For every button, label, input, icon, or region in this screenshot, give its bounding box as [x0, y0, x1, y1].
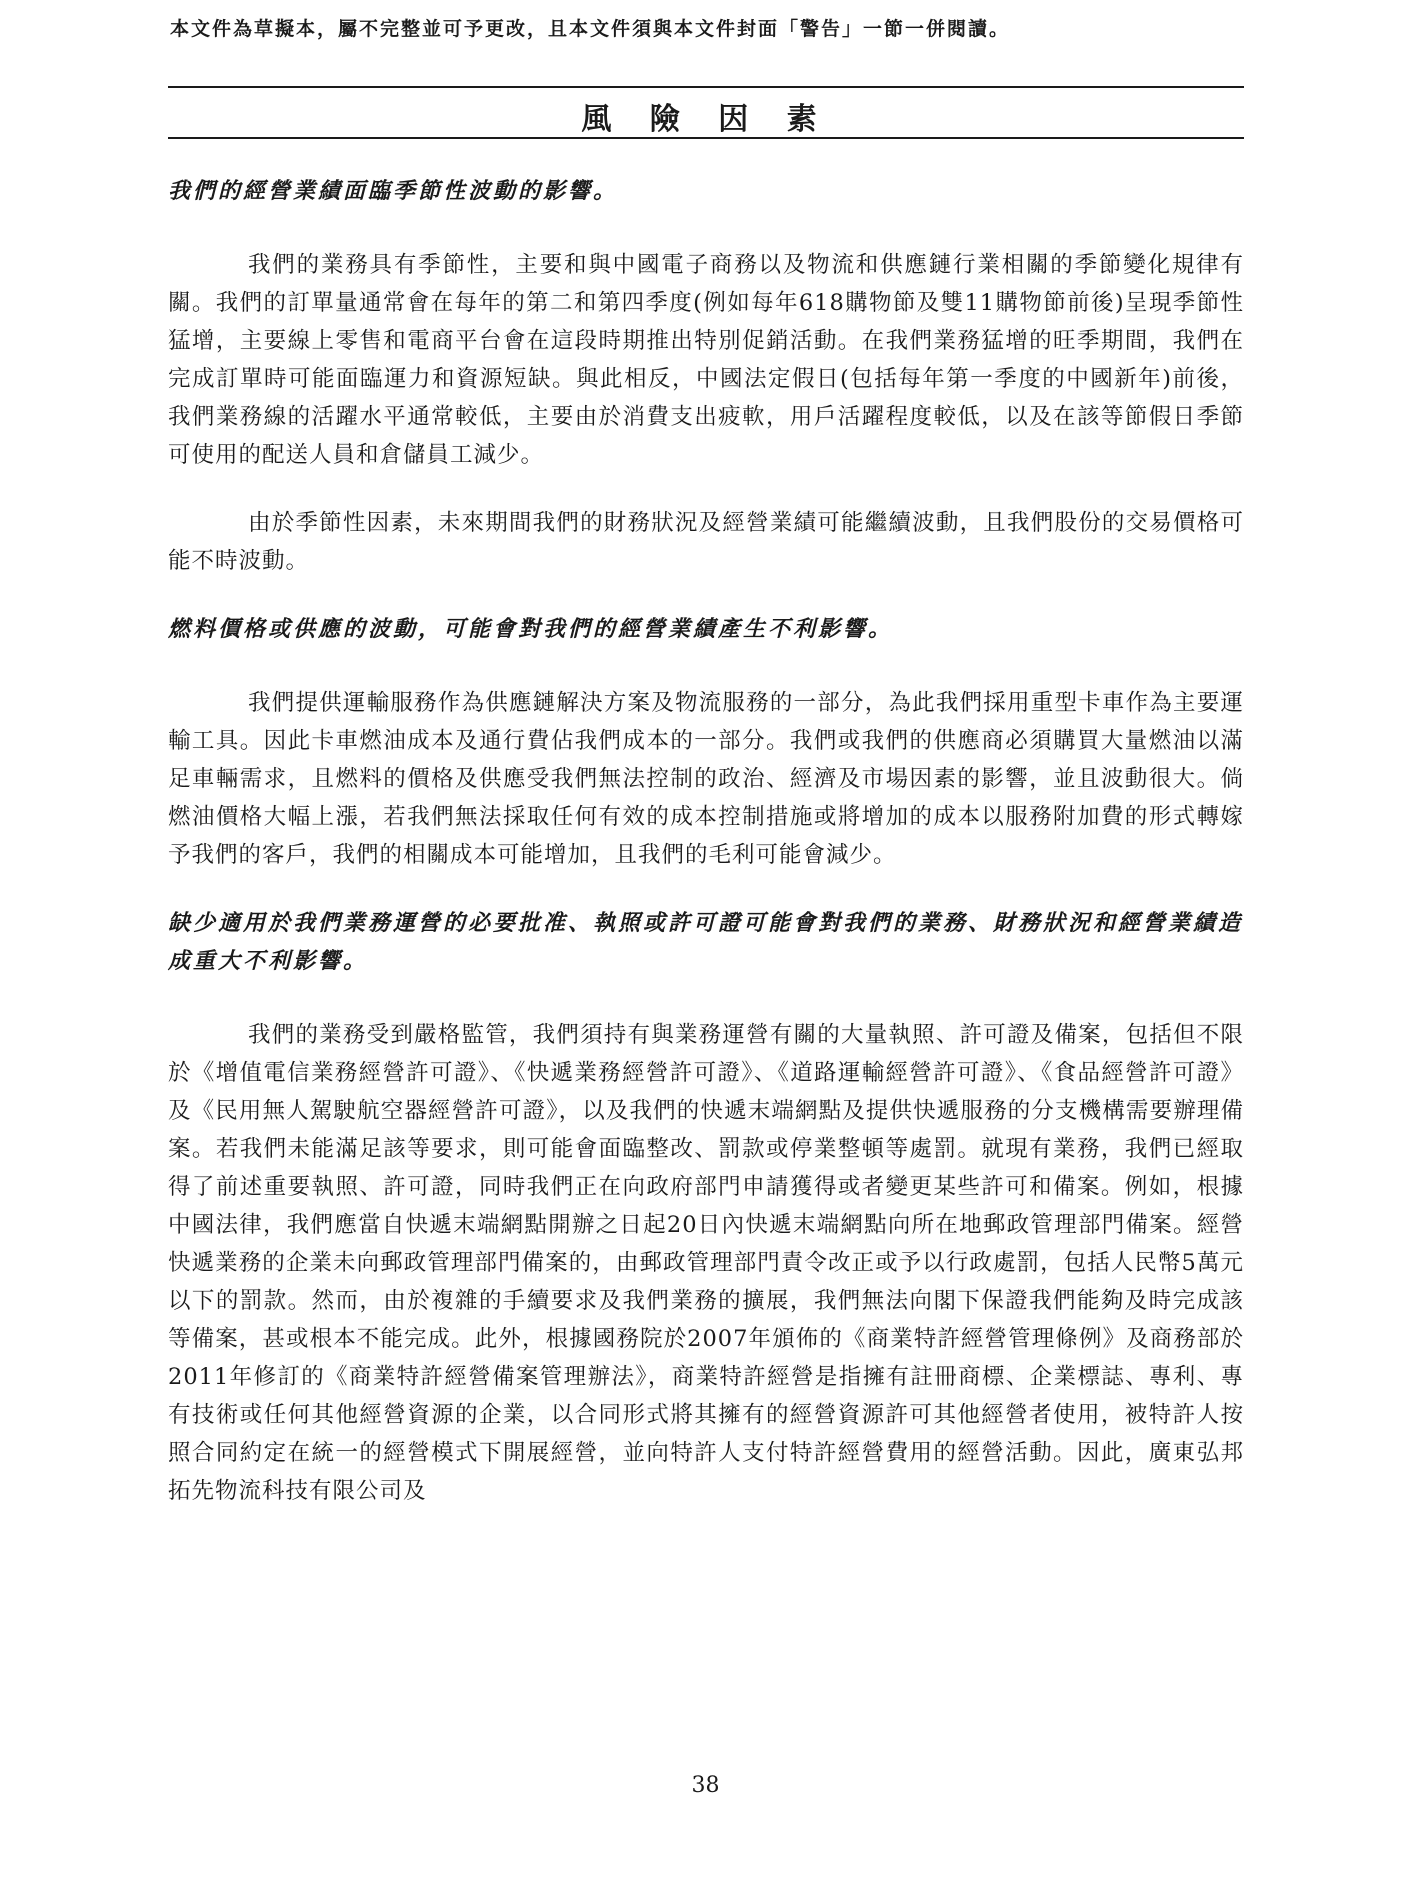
- title-bottom-rule: [168, 137, 1244, 139]
- spacer: [168, 980, 1244, 1016]
- spacer: [168, 474, 1244, 504]
- paragraph-seasonality-2: 由於季節性因素，未來期間我們的財務狀況及經營業績可能繼續波動，且我們股份的交易價格可能不時波動。: [168, 510, 1244, 574]
- paragraph-seasonality-1: 我們的業務具有季節性，主要和與中國電子商務以及物流和供應鏈行業相關的季節變化規律有關。我們的訂單量通常會在每年的第二和第四季度(例如每年618購物節及雙11購物節前後)呈現季節性猛增，主要線上零售和電商平台會在這段時期推出特別促銷活動。在我們業務猛增的旺季期間，我們在完成訂單時可能面臨運力和資源短缺。與此相反，中國法定假日(包括每年第一季度的中國新年)前後，我們業務線的活躍水平通常較低，主要由於消費支出疲軟，用戶活躍程度較低，以及在該等節假日季節可使用的配送人員和倉儲員工減少。: [168, 252, 1244, 468]
- spacer: [168, 648, 1244, 684]
- risk-heading-fuel: 燃料價格或供應的波動，可能會對我們的經營業績產生不利影響。: [168, 616, 894, 642]
- paragraph-licenses-1: 我們的業務受到嚴格監管，我們須持有與業務運營有關的大量執照、許可證及備案，包括但不限於《增值電信業務經營許可證》、《快遞業務經營許可證》、《道路運輸經營許可證》、《食品經營許可證》及《民用無人駕駛航空器經營許可證》，以及我們的快遞末端網點及提供快遞服務的分支機構需要辦理備案。若我們未能滿足該等要求，則可能會面臨整改、罰款或停業整頓等處罰。就現有業務，我們已經取得了前述重要執照、許可證，同時我們正在向政府部門申請獲得或者變更某些許可和備案。例如，根據中國法律，我們應當自快遞末端網點開辦之日起20日內快遞末端網點向所在地郵政管理部門備案。經營快遞業務的企業未向郵政管理部門備案的，由郵政管理部門責令改正或予以行政處罰，包括人民幣5萬元以下的罰款。然而，由於複雜的手續要求及我們業務的擴展，我們無法向閣下保證我們能夠及時完成該等備案，甚或根本不能完成。此外，根據國務院於2007年頒佈的《商業特許經營管理條例》及商務部於2011年修訂的《商業特許經營備案管理辦法》，商業特許經營是指擁有註冊商標、企業標誌、專利、專有技術或任何其他經營資源的企業，以合同形式將其擁有的經營資源許可其他經營者使用，被特許人按照合同約定在統一的經營模式下開展經營，並向特許人支付特許經營費用的經營活動。因此，廣東弘邦拓先物流科技有限公司及: [168, 1022, 1244, 1504]
- draft-notice: 本文件為草擬本，屬不完整並可予更改，且本文件須與本文件封面「警告」一節一併閱讀。: [170, 18, 1011, 40]
- risk-heading-licenses: 缺少適用於我們業務運營的必要批准、執照或許可證可能會對我們的業務、財務狀況和經營業績造成重大不利影響。: [168, 910, 1244, 974]
- spacer: [168, 580, 1244, 610]
- page-number: 38: [691, 1773, 720, 1798]
- paragraph-fuel-1: 我們提供運輸服務作為供應鏈解決方案及物流服務的一部分，為此我們採用重型卡車作為主要運輸工具。因此卡車燃油成本及通行費佔我們成本的一部分。我們或我們的供應商必須購買大量燃油以滿足車輛需求，且燃料的價格及供應受我們無法控制的政治、經濟及市場因素的影響，並且波動很大。倘燃油價格大幅上漲，若我們無法採取任何有效的成本控制措施或將增加的成本以服務附加費的形式轉嫁予我們的客戶，我們的相關成本可能增加，且我們的毛利可能會減少。: [168, 690, 1244, 868]
- risk-heading-seasonality: 我們的經營業績面臨季節性波動的影響。: [168, 178, 619, 204]
- title-top-rule: [168, 86, 1244, 88]
- spacer: [168, 874, 1244, 904]
- main-content: [168, 172, 1244, 1510]
- section-title: 風 險 因 素: [581, 102, 831, 137]
- spacer: [168, 210, 1244, 246]
